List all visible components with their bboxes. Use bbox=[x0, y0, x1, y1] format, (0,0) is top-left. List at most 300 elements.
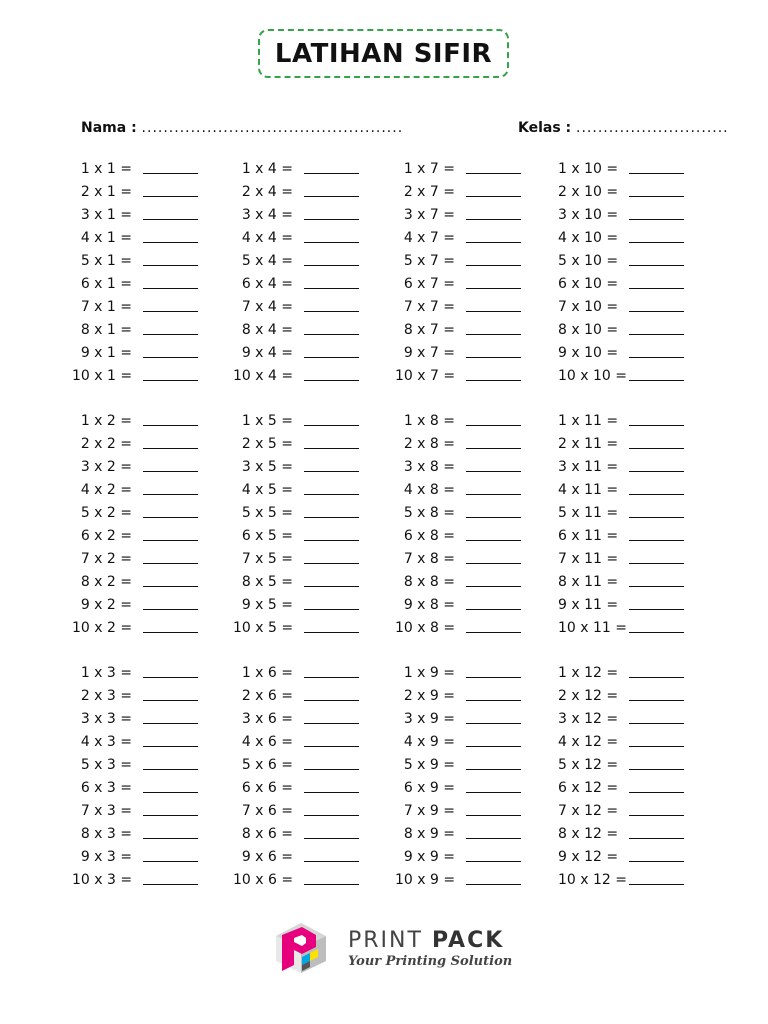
answer-blank[interactable] bbox=[629, 609, 684, 610]
equation-text: 5 x 10 = bbox=[558, 253, 619, 269]
equation-text: 7 x 1 = bbox=[80, 299, 132, 315]
equation-text: 8 x 6 = bbox=[241, 826, 293, 842]
brand-name-pack: PACK bbox=[431, 928, 505, 953]
answer-blank[interactable] bbox=[143, 334, 198, 335]
equation-row bbox=[72, 687, 222, 705]
equation-text: 2 x 10 = bbox=[558, 184, 619, 200]
answer-blank[interactable] bbox=[304, 700, 359, 701]
answer-blank[interactable] bbox=[143, 471, 198, 472]
answer-blank[interactable] bbox=[466, 380, 521, 381]
answer-blank[interactable] bbox=[143, 861, 198, 862]
equation-text: 4 x 4 = bbox=[241, 230, 293, 246]
equation-row bbox=[558, 367, 708, 385]
equation-text: 10 x 12 = bbox=[558, 872, 627, 888]
equation-row bbox=[233, 825, 383, 843]
equation-row bbox=[233, 664, 383, 682]
answer-blank[interactable] bbox=[143, 219, 198, 220]
equation-row bbox=[72, 848, 222, 866]
equation-row bbox=[233, 550, 383, 568]
answer-blank[interactable] bbox=[304, 563, 359, 564]
answer-blank[interactable] bbox=[629, 838, 684, 839]
equation-row bbox=[395, 871, 545, 889]
answer-blank[interactable] bbox=[466, 792, 521, 793]
equation-text: 7 x 4 = bbox=[241, 299, 293, 315]
equation-row bbox=[558, 802, 708, 820]
answer-blank[interactable] bbox=[629, 563, 684, 564]
equation-row bbox=[233, 367, 383, 385]
equation-text: 2 x 12 = bbox=[558, 688, 619, 704]
answer-blank[interactable] bbox=[304, 196, 359, 197]
name-field[interactable] bbox=[81, 120, 403, 136]
equation-row bbox=[233, 206, 383, 224]
answer-blank[interactable] bbox=[304, 540, 359, 541]
equation-row bbox=[558, 756, 708, 774]
answer-blank[interactable] bbox=[304, 884, 359, 885]
answer-blank[interactable] bbox=[304, 334, 359, 335]
equation-row bbox=[233, 252, 383, 270]
answer-blank[interactable] bbox=[304, 448, 359, 449]
equation-text: 7 x 2 = bbox=[80, 551, 132, 567]
answer-blank[interactable] bbox=[466, 723, 521, 724]
equation-text: 8 x 12 = bbox=[558, 826, 619, 842]
answer-blank[interactable] bbox=[466, 288, 521, 289]
equation-row bbox=[233, 275, 383, 293]
equation-row bbox=[558, 871, 708, 889]
answer-blank[interactable] bbox=[629, 288, 684, 289]
equation-row bbox=[72, 412, 222, 430]
answer-blank[interactable] bbox=[629, 517, 684, 518]
answer-blank[interactable] bbox=[466, 700, 521, 701]
equation-row bbox=[558, 412, 708, 430]
answer-blank[interactable] bbox=[143, 196, 198, 197]
answer-blank[interactable] bbox=[304, 288, 359, 289]
equation-text: 1 x 5 = bbox=[241, 413, 293, 429]
equation-text: 10 x 10 = bbox=[558, 368, 627, 384]
equation-text: 1 x 7 = bbox=[403, 161, 455, 177]
answer-blank[interactable] bbox=[304, 838, 359, 839]
answer-blank[interactable] bbox=[143, 586, 198, 587]
equation-row bbox=[72, 710, 222, 728]
answer-blank[interactable] bbox=[466, 265, 521, 266]
equation-text: 10 x 2 = bbox=[72, 620, 133, 636]
answer-blank[interactable] bbox=[304, 677, 359, 678]
answer-blank[interactable] bbox=[629, 196, 684, 197]
equation-row bbox=[395, 458, 545, 476]
answer-blank[interactable] bbox=[629, 311, 684, 312]
equation-text: 9 x 11 = bbox=[558, 597, 619, 613]
equation-text: 6 x 6 = bbox=[241, 780, 293, 796]
equation-text: 9 x 2 = bbox=[80, 597, 132, 613]
answer-blank[interactable] bbox=[466, 311, 521, 312]
answer-blank[interactable] bbox=[143, 884, 198, 885]
equation-row bbox=[233, 619, 383, 637]
equation-row bbox=[72, 871, 222, 889]
answer-blank[interactable] bbox=[629, 540, 684, 541]
equation-text: 8 x 5 = bbox=[241, 574, 293, 590]
answer-blank[interactable] bbox=[143, 425, 198, 426]
equation-text: 2 x 8 = bbox=[403, 436, 455, 452]
equation-row bbox=[72, 802, 222, 820]
answer-blank[interactable] bbox=[629, 425, 684, 426]
answer-blank[interactable] bbox=[629, 380, 684, 381]
equation-text: 5 x 12 = bbox=[558, 757, 619, 773]
answer-blank[interactable] bbox=[629, 723, 684, 724]
answer-blank[interactable] bbox=[304, 517, 359, 518]
answer-blank[interactable] bbox=[629, 632, 684, 633]
answer-blank[interactable] bbox=[304, 494, 359, 495]
equation-row bbox=[233, 596, 383, 614]
answer-blank[interactable] bbox=[304, 357, 359, 358]
answer-blank[interactable] bbox=[629, 334, 684, 335]
equation-row bbox=[395, 412, 545, 430]
class-label: Kelas : bbox=[518, 120, 572, 136]
answer-blank[interactable] bbox=[629, 884, 684, 885]
equation-row bbox=[558, 275, 708, 293]
equation-text: 6 x 4 = bbox=[241, 276, 293, 292]
equation-text: 7 x 9 = bbox=[403, 803, 455, 819]
class-field[interactable] bbox=[518, 120, 729, 136]
answer-blank[interactable] bbox=[466, 632, 521, 633]
equation-row bbox=[233, 733, 383, 751]
answer-blank[interactable] bbox=[304, 746, 359, 747]
answer-blank[interactable] bbox=[304, 792, 359, 793]
equation-text: 2 x 3 = bbox=[80, 688, 132, 704]
equation-text: 7 x 7 = bbox=[403, 299, 455, 315]
equation-row bbox=[395, 504, 545, 522]
equation-row bbox=[72, 367, 222, 385]
answer-blank[interactable] bbox=[629, 494, 684, 495]
equation-text: 9 x 12 = bbox=[558, 849, 619, 865]
equation-row bbox=[233, 160, 383, 178]
equation-text: 6 x 5 = bbox=[241, 528, 293, 544]
answer-blank[interactable] bbox=[143, 746, 198, 747]
equation-text: 9 x 4 = bbox=[241, 345, 293, 361]
answer-blank[interactable] bbox=[143, 540, 198, 541]
answer-blank[interactable] bbox=[304, 311, 359, 312]
equation-text: 3 x 6 = bbox=[241, 711, 293, 727]
equation-row bbox=[233, 710, 383, 728]
answer-blank[interactable] bbox=[304, 632, 359, 633]
answer-blank[interactable] bbox=[143, 242, 198, 243]
answer-blank[interactable] bbox=[304, 586, 359, 587]
equation-text: 3 x 2 = bbox=[80, 459, 132, 475]
equation-row bbox=[558, 344, 708, 362]
equation-text: 9 x 1 = bbox=[80, 345, 132, 361]
answer-blank[interactable] bbox=[466, 838, 521, 839]
equation-text: 9 x 5 = bbox=[241, 597, 293, 613]
equation-row bbox=[558, 710, 708, 728]
equation-row bbox=[558, 458, 708, 476]
equation-row bbox=[72, 275, 222, 293]
equation-row bbox=[72, 550, 222, 568]
answer-blank[interactable] bbox=[629, 815, 684, 816]
answer-blank[interactable] bbox=[629, 219, 684, 220]
equation-text: 3 x 7 = bbox=[403, 207, 455, 223]
equation-text: 2 x 9 = bbox=[403, 688, 455, 704]
answer-blank[interactable] bbox=[143, 494, 198, 495]
name-dots: ................................................ bbox=[141, 120, 404, 136]
equation-text: 8 x 2 = bbox=[80, 574, 132, 590]
answer-blank[interactable] bbox=[629, 471, 684, 472]
equation-text: 10 x 3 = bbox=[72, 872, 133, 888]
equation-row bbox=[72, 458, 222, 476]
equation-row bbox=[72, 664, 222, 682]
equation-text: 6 x 3 = bbox=[80, 780, 132, 796]
equation-row bbox=[233, 687, 383, 705]
equation-text: 6 x 2 = bbox=[80, 528, 132, 544]
answer-blank[interactable] bbox=[304, 609, 359, 610]
answer-blank[interactable] bbox=[143, 792, 198, 793]
equation-text: 2 x 11 = bbox=[558, 436, 619, 452]
answer-blank[interactable] bbox=[304, 265, 359, 266]
answer-blank[interactable] bbox=[143, 769, 198, 770]
answer-blank[interactable] bbox=[466, 861, 521, 862]
equation-row bbox=[233, 229, 383, 247]
equation-row bbox=[395, 550, 545, 568]
answer-blank[interactable] bbox=[629, 861, 684, 862]
equation-row bbox=[72, 733, 222, 751]
answer-blank[interactable] bbox=[466, 448, 521, 449]
equation-text: 5 x 3 = bbox=[80, 757, 132, 773]
equation-text: 7 x 12 = bbox=[558, 803, 619, 819]
equation-row bbox=[558, 687, 708, 705]
equation-text: 1 x 1 = bbox=[80, 161, 132, 177]
equation-row bbox=[558, 183, 708, 201]
equation-row bbox=[72, 825, 222, 843]
equation-row bbox=[233, 871, 383, 889]
equation-row bbox=[558, 527, 708, 545]
equation-row bbox=[395, 573, 545, 591]
equation-text: 5 x 11 = bbox=[558, 505, 619, 521]
equation-text: 10 x 11 = bbox=[558, 620, 627, 636]
equation-text: 2 x 2 = bbox=[80, 436, 132, 452]
equation-text: 2 x 6 = bbox=[241, 688, 293, 704]
answer-blank[interactable] bbox=[143, 815, 198, 816]
equation-text: 1 x 12 = bbox=[558, 665, 619, 681]
answer-blank[interactable] bbox=[466, 357, 521, 358]
equation-text: 8 x 10 = bbox=[558, 322, 619, 338]
equation-text: 9 x 10 = bbox=[558, 345, 619, 361]
equation-row bbox=[395, 756, 545, 774]
equation-text: 5 x 2 = bbox=[80, 505, 132, 521]
equation-text: 1 x 4 = bbox=[241, 161, 293, 177]
equation-text: 3 x 10 = bbox=[558, 207, 619, 223]
equation-text: 4 x 9 = bbox=[403, 734, 455, 750]
equation-row bbox=[558, 825, 708, 843]
equation-row bbox=[558, 298, 708, 316]
equation-row bbox=[233, 779, 383, 797]
answer-blank[interactable] bbox=[466, 677, 521, 678]
equation-text: 3 x 3 = bbox=[80, 711, 132, 727]
answer-blank[interactable] bbox=[466, 586, 521, 587]
equation-row bbox=[72, 527, 222, 545]
answer-blank[interactable] bbox=[304, 815, 359, 816]
equation-row bbox=[72, 756, 222, 774]
equation-text: 10 x 8 = bbox=[395, 620, 456, 636]
equation-text: 6 x 12 = bbox=[558, 780, 619, 796]
equation-text: 1 x 9 = bbox=[403, 665, 455, 681]
equation-text: 4 x 11 = bbox=[558, 482, 619, 498]
answer-blank[interactable] bbox=[466, 425, 521, 426]
equation-text: 6 x 7 = bbox=[403, 276, 455, 292]
equation-text: 10 x 4 = bbox=[233, 368, 294, 384]
equation-text: 8 x 8 = bbox=[403, 574, 455, 590]
answer-blank[interactable] bbox=[629, 265, 684, 266]
equation-text: 6 x 8 = bbox=[403, 528, 455, 544]
answer-blank[interactable] bbox=[143, 288, 198, 289]
answer-blank[interactable] bbox=[304, 219, 359, 220]
equation-text: 3 x 12 = bbox=[558, 711, 619, 727]
answer-blank[interactable] bbox=[629, 448, 684, 449]
answer-blank[interactable] bbox=[629, 586, 684, 587]
equation-text: 5 x 8 = bbox=[403, 505, 455, 521]
equation-text: 10 x 1 = bbox=[72, 368, 133, 384]
answer-blank[interactable] bbox=[143, 632, 198, 633]
answer-blank[interactable] bbox=[143, 357, 198, 358]
answer-blank[interactable] bbox=[629, 357, 684, 358]
answer-blank[interactable] bbox=[143, 723, 198, 724]
answer-blank[interactable] bbox=[143, 609, 198, 610]
equation-row bbox=[558, 733, 708, 751]
answer-blank[interactable] bbox=[304, 769, 359, 770]
equation-text: 2 x 1 = bbox=[80, 184, 132, 200]
equation-text: 7 x 10 = bbox=[558, 299, 619, 315]
answer-blank[interactable] bbox=[143, 838, 198, 839]
equation-row bbox=[72, 160, 222, 178]
equation-row bbox=[395, 687, 545, 705]
equation-text: 9 x 3 = bbox=[80, 849, 132, 865]
equation-row bbox=[72, 183, 222, 201]
equation-row bbox=[395, 367, 545, 385]
page-title: LATIHAN SIFIR bbox=[258, 29, 509, 78]
answer-blank[interactable] bbox=[143, 311, 198, 312]
equation-row bbox=[233, 802, 383, 820]
answer-blank[interactable] bbox=[304, 380, 359, 381]
equation-text: 6 x 11 = bbox=[558, 528, 619, 544]
equation-row bbox=[395, 321, 545, 339]
answer-blank[interactable] bbox=[466, 219, 521, 220]
answer-blank[interactable] bbox=[629, 173, 684, 174]
answer-blank[interactable] bbox=[629, 769, 684, 770]
answer-blank[interactable] bbox=[304, 242, 359, 243]
answer-blank[interactable] bbox=[466, 815, 521, 816]
answer-blank[interactable] bbox=[466, 494, 521, 495]
equation-text: 6 x 1 = bbox=[80, 276, 132, 292]
equation-text: 10 x 7 = bbox=[395, 368, 456, 384]
equation-text: 10 x 9 = bbox=[395, 872, 456, 888]
answer-blank[interactable] bbox=[466, 242, 521, 243]
answer-blank[interactable] bbox=[304, 425, 359, 426]
equation-row bbox=[558, 779, 708, 797]
answer-blank[interactable] bbox=[466, 540, 521, 541]
answer-blank[interactable] bbox=[629, 242, 684, 243]
answer-blank[interactable] bbox=[143, 563, 198, 564]
name-label: Nama : bbox=[81, 120, 137, 136]
equation-text: 2 x 5 = bbox=[241, 436, 293, 452]
answer-blank[interactable] bbox=[466, 746, 521, 747]
equation-text: 7 x 8 = bbox=[403, 551, 455, 567]
answer-blank[interactable] bbox=[629, 677, 684, 678]
equation-row bbox=[395, 252, 545, 270]
equation-row bbox=[72, 229, 222, 247]
answer-blank[interactable] bbox=[466, 196, 521, 197]
equation-text: 3 x 1 = bbox=[80, 207, 132, 223]
answer-blank[interactable] bbox=[143, 380, 198, 381]
equation-row bbox=[558, 596, 708, 614]
answer-blank[interactable] bbox=[143, 173, 198, 174]
equation-row bbox=[233, 504, 383, 522]
equation-text: 6 x 10 = bbox=[558, 276, 619, 292]
equation-row bbox=[558, 252, 708, 270]
equation-row bbox=[558, 619, 708, 637]
equation-row bbox=[395, 481, 545, 499]
equation-row bbox=[233, 848, 383, 866]
equation-row bbox=[233, 298, 383, 316]
answer-blank[interactable] bbox=[143, 517, 198, 518]
equation-row bbox=[395, 710, 545, 728]
answer-blank[interactable] bbox=[466, 609, 521, 610]
equation-row bbox=[558, 229, 708, 247]
equation-text: 4 x 12 = bbox=[558, 734, 619, 750]
answer-blank[interactable] bbox=[304, 723, 359, 724]
equation-row bbox=[395, 779, 545, 797]
class-dots: ............................ bbox=[576, 120, 729, 136]
equation-text: 5 x 7 = bbox=[403, 253, 455, 269]
equation-text: 5 x 1 = bbox=[80, 253, 132, 269]
equation-row bbox=[395, 275, 545, 293]
equation-row bbox=[558, 206, 708, 224]
equation-text: 4 x 3 = bbox=[80, 734, 132, 750]
answer-blank[interactable] bbox=[466, 471, 521, 472]
equation-text: 5 x 5 = bbox=[241, 505, 293, 521]
answer-blank[interactable] bbox=[143, 448, 198, 449]
equation-text: 8 x 1 = bbox=[80, 322, 132, 338]
equation-text: 4 x 8 = bbox=[403, 482, 455, 498]
brand-tagline: Your Printing Solution bbox=[348, 954, 513, 969]
answer-blank[interactable] bbox=[304, 173, 359, 174]
equation-text: 5 x 6 = bbox=[241, 757, 293, 773]
equation-row bbox=[558, 504, 708, 522]
equation-row bbox=[558, 481, 708, 499]
answer-blank[interactable] bbox=[466, 563, 521, 564]
answer-blank[interactable] bbox=[304, 471, 359, 472]
answer-blank[interactable] bbox=[629, 792, 684, 793]
equation-row bbox=[395, 229, 545, 247]
equation-text: 3 x 5 = bbox=[241, 459, 293, 475]
equation-row bbox=[72, 779, 222, 797]
answer-blank[interactable] bbox=[629, 700, 684, 701]
equation-text: 4 x 1 = bbox=[80, 230, 132, 246]
answer-blank[interactable] bbox=[143, 700, 198, 701]
answer-blank[interactable] bbox=[304, 861, 359, 862]
equation-text: 3 x 11 = bbox=[558, 459, 619, 475]
equation-row bbox=[72, 206, 222, 224]
equation-row bbox=[72, 481, 222, 499]
answer-blank[interactable] bbox=[466, 884, 521, 885]
answer-blank[interactable] bbox=[466, 769, 521, 770]
answer-blank[interactable] bbox=[629, 746, 684, 747]
brand-name bbox=[348, 928, 504, 953]
answer-blank[interactable] bbox=[143, 265, 198, 266]
answer-blank[interactable] bbox=[466, 334, 521, 335]
answer-blank[interactable] bbox=[466, 173, 521, 174]
equation-row bbox=[233, 412, 383, 430]
equation-row bbox=[72, 596, 222, 614]
answer-blank[interactable] bbox=[143, 677, 198, 678]
equation-text: 1 x 6 = bbox=[241, 665, 293, 681]
answer-blank[interactable] bbox=[466, 517, 521, 518]
equation-text: 7 x 6 = bbox=[241, 803, 293, 819]
